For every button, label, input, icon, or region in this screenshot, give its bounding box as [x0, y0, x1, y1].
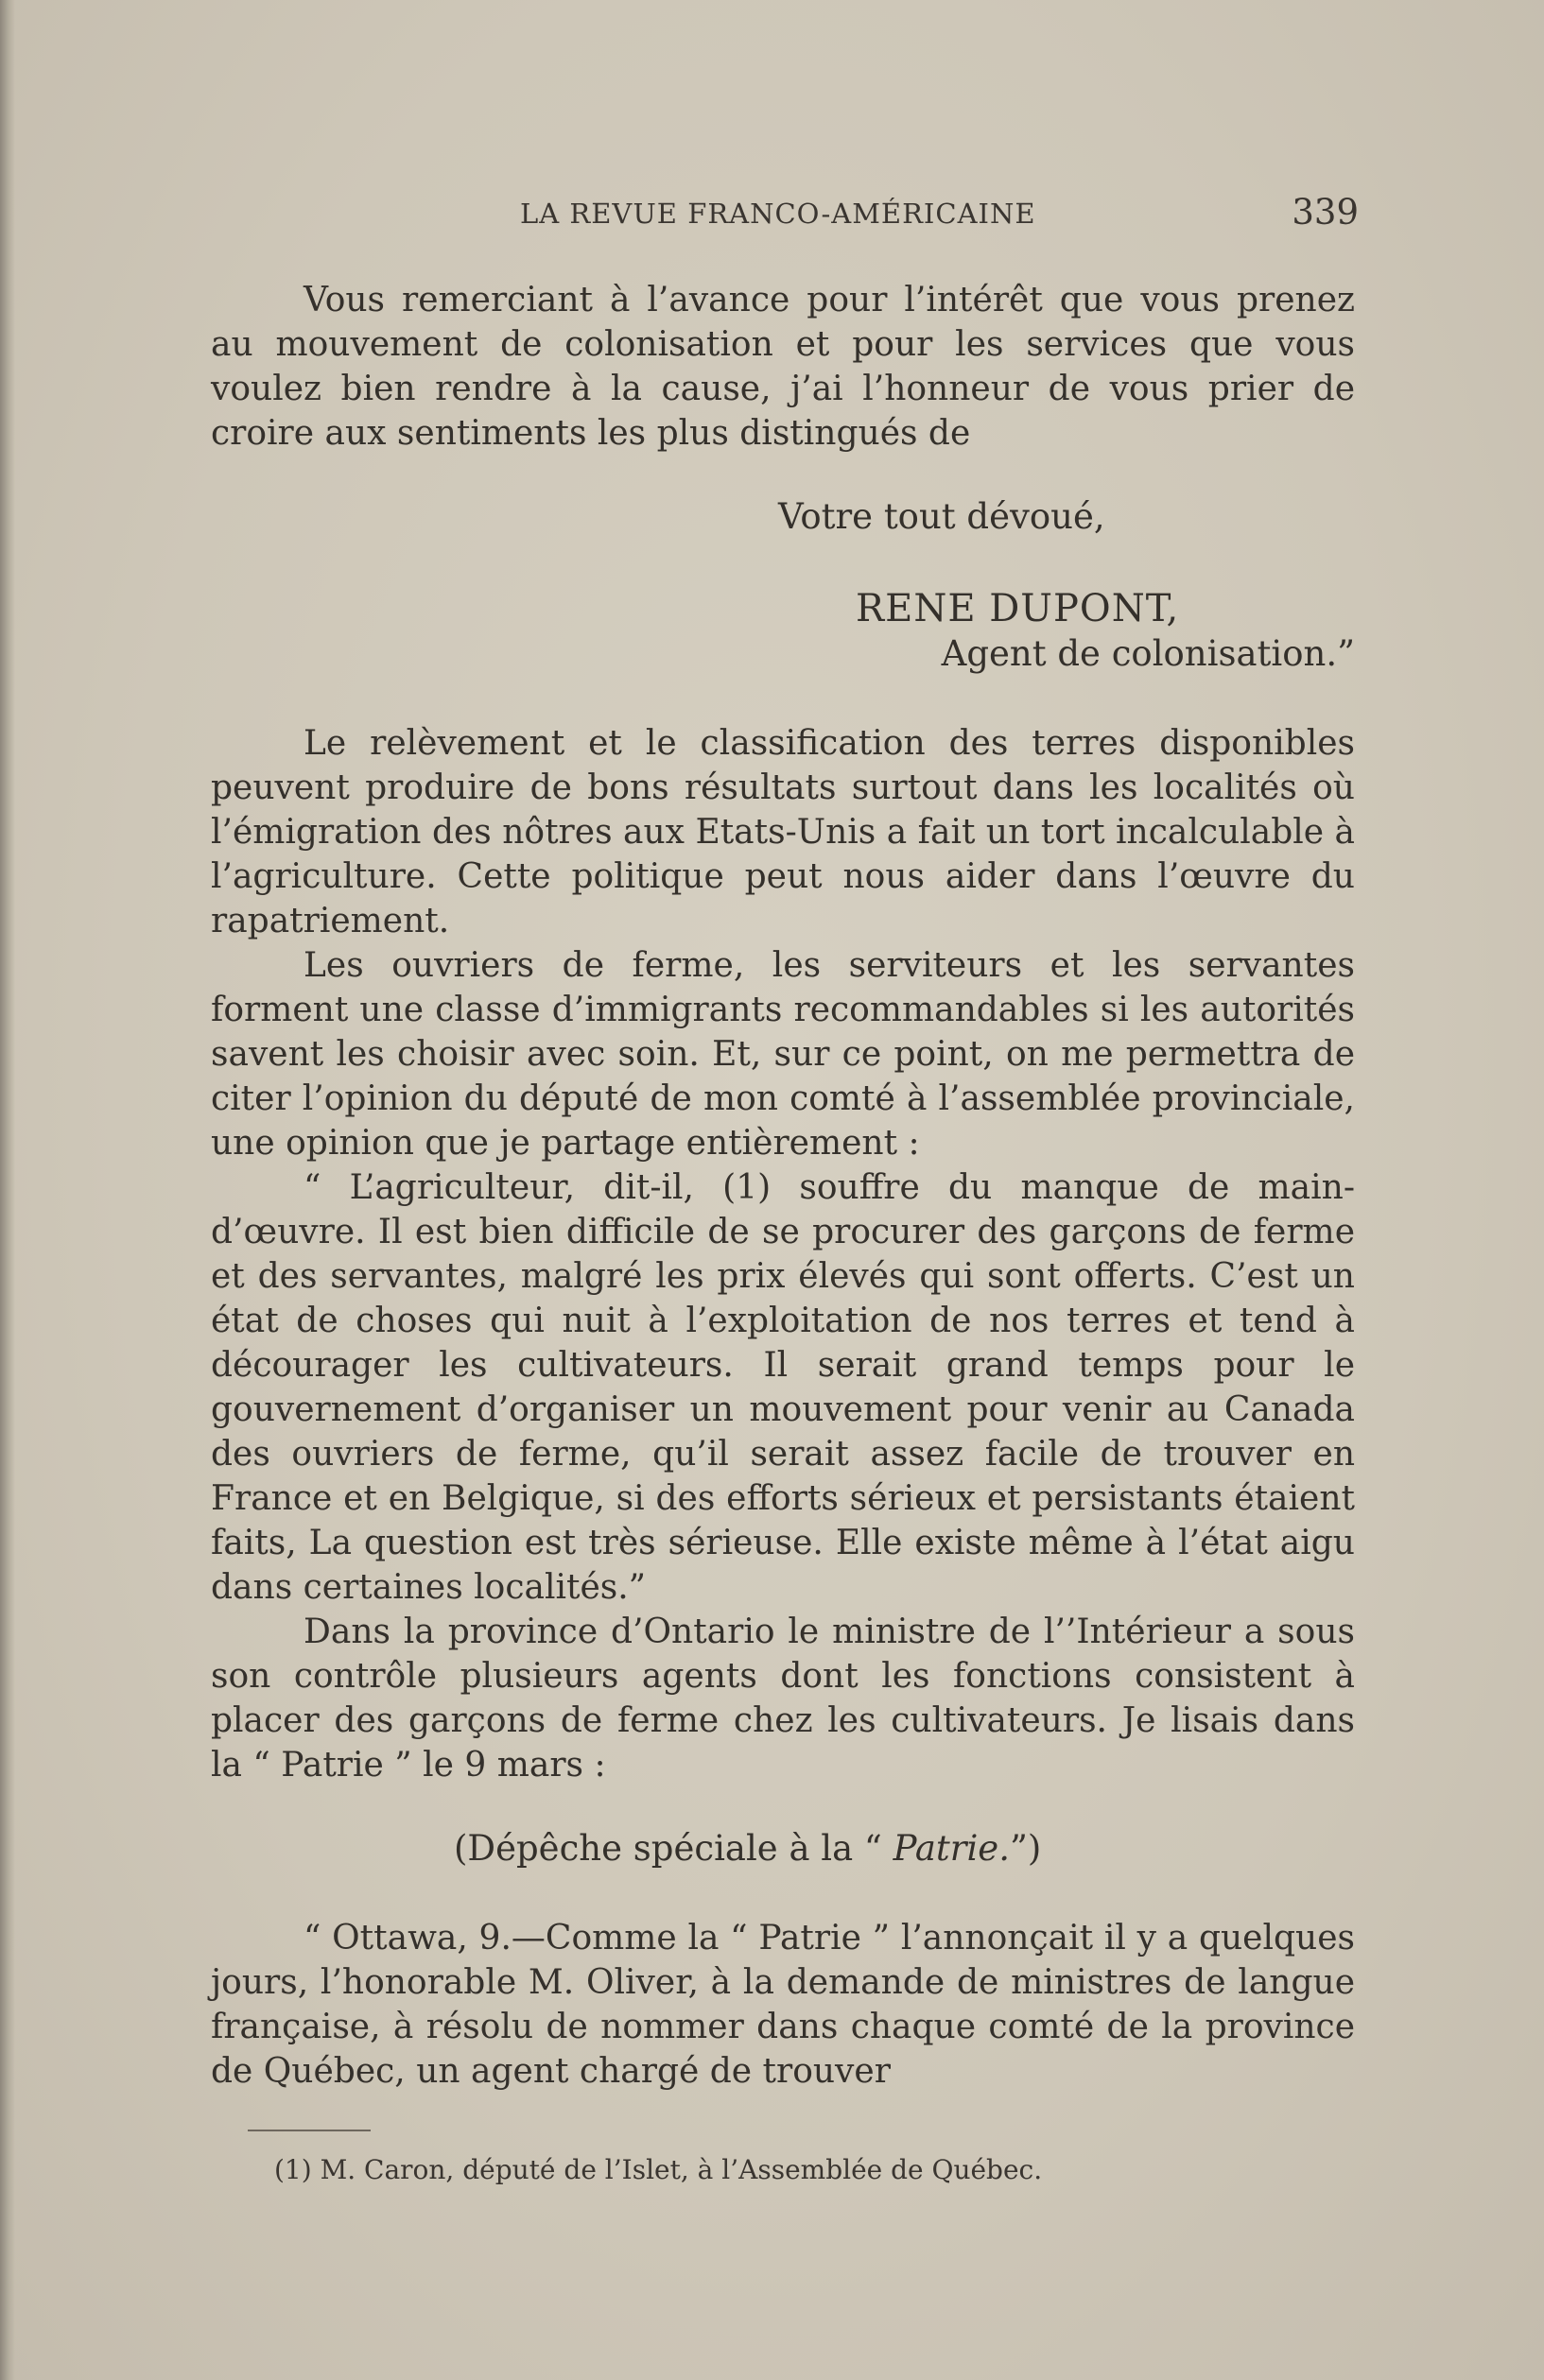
letter-closing: Votre tout dévoué,	[778, 496, 1105, 537]
footnote: (1) M. Caron, député de l’Islet, à l’Assemblée de Québec.	[274, 2154, 1043, 2185]
body-text	[211, 721, 1355, 1787]
letter-signature: RENE DUPONT,	[856, 587, 1180, 630]
page-header	[208, 192, 1359, 239]
paragraph-ottawa: “ Ottawa, 9.—Comme la “ Patrie ” l’annonçait il y a quelques jours, l’honorable M. Oliver, à la demande de ministres de langue française, à résolu de nommer dans chaque comté de la province de Québec, un agent chargé de trouver	[211, 1919, 1355, 2091]
paragraph-ouvriers: Les ouvriers de ferme, les serviteurs et les servantes forment une classe d’immigrants recommandables si les autorités savent les choisir avec soin. Et, sur ce point, on me permettra de citer l’opinion du député de mon comté à l’assemblée provinciale, une opinion que je partage entièrement :	[211, 946, 1355, 1163]
dispatch-heading	[454, 1828, 1041, 1869]
letter-text: Vous remerciant à l’avance pour l’intérêt que vous prenez au mouvement de colonisation et pour les services que vous voulez bien rendre à la cause, j’ai l’honneur de vous prier de croire aux sentiments les plus distingués de	[211, 281, 1355, 453]
page-number: 339	[1292, 192, 1359, 233]
letter-paragraph	[211, 278, 1355, 456]
ottawa-text	[211, 1916, 1355, 2094]
page-binding-edge	[0, 0, 15, 2380]
dispatch-after: ”)	[1009, 1828, 1042, 1869]
footnote-rule	[248, 2130, 371, 2131]
signatory-title: Agent de colonisation.”	[941, 633, 1355, 674]
paragraph-ontario: Dans la province d’Ontario le ministre de l’’Intérieur a sous son contrôle plusieurs agents dont les fonctions consistent à placer des garçons de ferme chez les cultivateurs. Je lisais dans la “ Patrie ” le 9 mars :	[211, 1613, 1355, 1785]
dispatch-italic: Patrie.	[893, 1828, 1010, 1869]
running-title: LA REVUE FRANCO-AMÉRICAINE	[520, 198, 1036, 230]
dispatch-before: (Dépêche spéciale à la “	[454, 1828, 893, 1869]
paragraph-quote: “ L’agriculteur, dit-il, (1) souffre du manque de main-d’œuvre. Il est bien difficile de se procurer des garçons de ferme et des servantes, malgré les prix élevés qui sont offerts. C’est un état de choses qui nuit à l’exploitation de nos terres et tend à décourager les cultivateurs. Il serait grand temps pour le gouvernement d’organiser un mouvement pour venir au Canada des ouvriers de ferme, qu’il serait assez facile de trouver en France et en Belgique, si des efforts sérieux et persistants étaient faits, La question est très sérieuse. Elle existe même à l’état aigu dans certaines localités.”	[211, 1168, 1355, 1607]
paragraph-releve: Le relèvement et le classification des terres disponibles peuvent produire de bons résultats surtout dans les localités où l’émigration des nôtres aux Etats-Unis a fait un tort incalculable à l’agriculture. Cette politique peut nous aider dans l’œuvre du rapatriement.	[211, 724, 1355, 940]
